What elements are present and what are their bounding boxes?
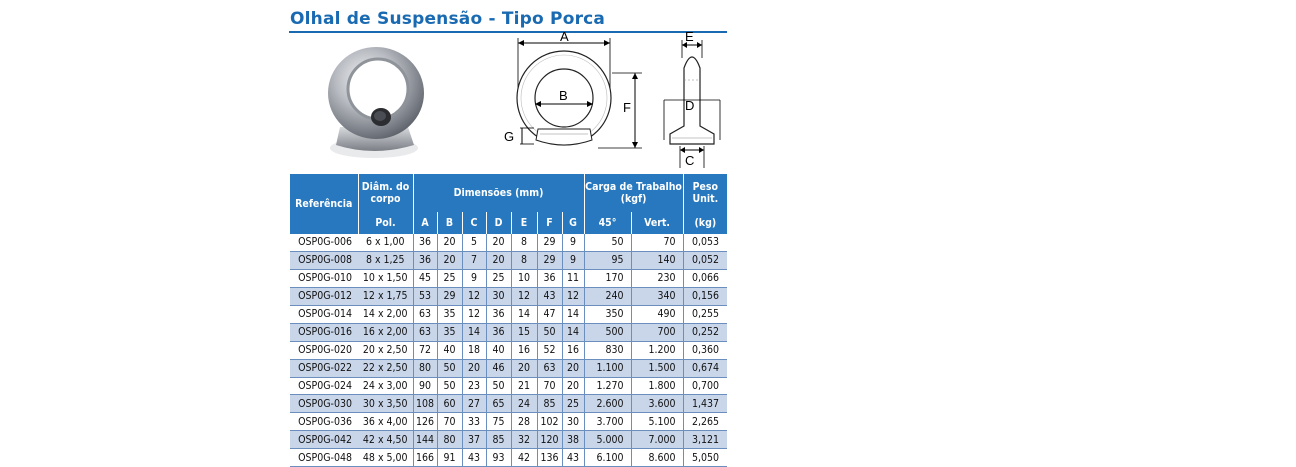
cell-a: 53	[413, 287, 437, 305]
cell-weight: 3,121	[683, 431, 727, 449]
table-row	[290, 305, 727, 323]
cell-load-vert: 7.000	[631, 431, 683, 449]
cell-diameter: 24 x 3,00	[358, 377, 413, 395]
cell-b: 50	[437, 377, 462, 395]
dim-label-f: F	[623, 100, 631, 115]
cell-diameter: 20 x 2,50	[358, 341, 413, 359]
cell-b: 50	[437, 359, 462, 377]
cell-reference: OSP0G-014	[290, 305, 358, 323]
cell-e: 32	[511, 431, 537, 449]
cell-weight: 0,700	[683, 377, 727, 395]
cell-reference: OSP0G-020	[290, 341, 358, 359]
cell-f: 50	[537, 323, 562, 341]
cell-load-vert: 3.600	[631, 395, 683, 413]
cell-e: 42	[511, 449, 537, 467]
cell-a: 80	[413, 359, 437, 377]
cell-c: 12	[462, 305, 486, 323]
cell-g: 25	[562, 395, 584, 413]
col-header-45: 45°	[584, 212, 631, 234]
cell-c: 9	[462, 269, 486, 287]
cell-d: 40	[486, 341, 511, 359]
col-header-f: F	[537, 212, 562, 234]
cell-reference: OSP0G-012	[290, 287, 358, 305]
dim-label-e: E	[685, 29, 694, 44]
cell-load-45: 240	[584, 287, 631, 305]
page-title: Olhal de Suspensão - Tipo Porca	[290, 9, 606, 29]
cell-g: 20	[562, 377, 584, 395]
cell-a: 90	[413, 377, 437, 395]
cell-e: 10	[511, 269, 537, 287]
cell-e: 14	[511, 305, 537, 323]
cell-load-45: 170	[584, 269, 631, 287]
cell-g: 12	[562, 287, 584, 305]
cell-reference: OSP0G-030	[290, 395, 358, 413]
col-header-diameter: Diâm. do corpo	[358, 174, 413, 212]
cell-g: 20	[562, 359, 584, 377]
col-header-load: Carga de Trabalho (kgf)	[584, 174, 683, 212]
cell-diameter: 10 x 1,50	[358, 269, 413, 287]
cell-b: 35	[437, 323, 462, 341]
cell-f: 36	[537, 269, 562, 287]
cell-load-45: 95	[584, 251, 631, 269]
cell-weight: 0,674	[683, 359, 727, 377]
cell-b: 70	[437, 413, 462, 431]
col-header-g: G	[562, 212, 584, 234]
cell-reference: OSP0G-042	[290, 431, 358, 449]
cell-reference: OSP0G-016	[290, 323, 358, 341]
col-header-d: D	[486, 212, 511, 234]
cell-weight: 2,265	[683, 413, 727, 431]
eye-nut-photo	[318, 45, 438, 163]
table-row	[290, 287, 727, 305]
cell-diameter: 12 x 1,75	[358, 287, 413, 305]
dim-label-b: B	[559, 88, 568, 103]
cell-b: 20	[437, 251, 462, 269]
cell-d: 75	[486, 413, 511, 431]
cell-load-45: 50	[584, 234, 631, 251]
cell-reference: OSP0G-036	[290, 413, 358, 431]
cell-c: 27	[462, 395, 486, 413]
col-header-kg: (kg)	[683, 212, 727, 234]
col-header-b: B	[437, 212, 462, 234]
cell-a: 108	[413, 395, 437, 413]
cell-load-45: 350	[584, 305, 631, 323]
cell-a: 72	[413, 341, 437, 359]
table-row	[290, 341, 727, 359]
cell-g: 16	[562, 341, 584, 359]
table-row	[290, 323, 727, 341]
dim-label-c: C	[685, 153, 695, 168]
table-row	[290, 431, 727, 449]
cell-c: 18	[462, 341, 486, 359]
cell-diameter: 16 x 2,00	[358, 323, 413, 341]
cell-load-vert: 230	[631, 269, 683, 287]
cell-e: 15	[511, 323, 537, 341]
cell-weight: 0,156	[683, 287, 727, 305]
cell-reference: OSP0G-024	[290, 377, 358, 395]
cell-diameter: 36 x 4,00	[358, 413, 413, 431]
cell-c: 37	[462, 431, 486, 449]
cell-b: 60	[437, 395, 462, 413]
cell-c: 20	[462, 359, 486, 377]
cell-f: 85	[537, 395, 562, 413]
cell-f: 70	[537, 377, 562, 395]
cell-diameter: 6 x 1,00	[358, 234, 413, 251]
table-row	[290, 413, 727, 431]
cell-c: 12	[462, 287, 486, 305]
cell-c: 5	[462, 234, 486, 251]
col-header-reference: Referência	[290, 174, 358, 234]
cell-g: 30	[562, 413, 584, 431]
cell-c: 33	[462, 413, 486, 431]
cell-g: 14	[562, 305, 584, 323]
cell-g: 9	[562, 234, 584, 251]
cell-a: 36	[413, 251, 437, 269]
cell-b: 25	[437, 269, 462, 287]
cell-f: 120	[537, 431, 562, 449]
table-row	[290, 234, 727, 251]
cell-g: 38	[562, 431, 584, 449]
cell-d: 36	[486, 323, 511, 341]
cell-b: 29	[437, 287, 462, 305]
cell-d: 93	[486, 449, 511, 467]
cell-load-45: 6.100	[584, 449, 631, 467]
cell-e: 28	[511, 413, 537, 431]
cell-d: 50	[486, 377, 511, 395]
cell-diameter: 22 x 2,50	[358, 359, 413, 377]
cell-e: 8	[511, 234, 537, 251]
cell-c: 43	[462, 449, 486, 467]
cell-b: 80	[437, 431, 462, 449]
cell-b: 91	[437, 449, 462, 467]
cell-load-45: 830	[584, 341, 631, 359]
cell-a: 144	[413, 431, 437, 449]
cell-c: 23	[462, 377, 486, 395]
cell-e: 20	[511, 359, 537, 377]
cell-load-vert: 1.500	[631, 359, 683, 377]
cell-weight: 0,053	[683, 234, 727, 251]
col-header-pol: Pol.	[358, 212, 413, 234]
cell-f: 47	[537, 305, 562, 323]
cell-weight: 0,255	[683, 305, 727, 323]
cell-a: 126	[413, 413, 437, 431]
cell-e: 16	[511, 341, 537, 359]
cell-g: 11	[562, 269, 584, 287]
cell-b: 40	[437, 341, 462, 359]
dim-label-a: A	[560, 29, 569, 44]
cell-load-vert: 70	[631, 234, 683, 251]
cell-c: 14	[462, 323, 486, 341]
cell-load-vert: 700	[631, 323, 683, 341]
cell-load-vert: 490	[631, 305, 683, 323]
col-header-vert: Vert.	[631, 212, 683, 234]
cell-f: 52	[537, 341, 562, 359]
cell-load-vert: 340	[631, 287, 683, 305]
cell-f: 43	[537, 287, 562, 305]
cell-f: 102	[537, 413, 562, 431]
cell-weight: 0,052	[683, 251, 727, 269]
table-row	[290, 395, 727, 413]
cell-load-vert: 5.100	[631, 413, 683, 431]
cell-a: 63	[413, 323, 437, 341]
cell-f: 136	[537, 449, 562, 467]
cell-diameter: 48 x 5,00	[358, 449, 413, 467]
cell-reference: OSP0G-008	[290, 251, 358, 269]
cell-d: 20	[486, 251, 511, 269]
cell-g: 14	[562, 323, 584, 341]
cell-load-45: 500	[584, 323, 631, 341]
col-header-a: A	[413, 212, 437, 234]
cell-load-45: 1.270	[584, 377, 631, 395]
spec-table	[290, 174, 727, 467]
cell-c: 7	[462, 251, 486, 269]
cell-d: 65	[486, 395, 511, 413]
cell-diameter: 30 x 3,50	[358, 395, 413, 413]
cell-diameter: 42 x 4,50	[358, 431, 413, 449]
cell-e: 21	[511, 377, 537, 395]
side-view-drawing	[656, 28, 726, 168]
col-header-c: C	[462, 212, 486, 234]
cell-d: 85	[486, 431, 511, 449]
cell-load-vert: 140	[631, 251, 683, 269]
col-header-e: E	[511, 212, 537, 234]
col-header-dimensions: Dimensões (mm)	[413, 174, 584, 212]
cell-d: 25	[486, 269, 511, 287]
cell-load-vert: 1.800	[631, 377, 683, 395]
table-row	[290, 359, 727, 377]
cell-f: 29	[537, 234, 562, 251]
table-row	[290, 377, 727, 395]
cell-g: 9	[562, 251, 584, 269]
front-view-drawing	[498, 28, 648, 156]
cell-reference: OSP0G-010	[290, 269, 358, 287]
cell-reference: OSP0G-006	[290, 234, 358, 251]
spec-table-body	[290, 234, 727, 467]
cell-load-45: 5.000	[584, 431, 631, 449]
cell-a: 36	[413, 234, 437, 251]
cell-weight: 5,050	[683, 449, 727, 467]
cell-a: 166	[413, 449, 437, 467]
cell-g: 43	[562, 449, 584, 467]
cell-a: 63	[413, 305, 437, 323]
table-row	[290, 449, 727, 467]
cell-e: 8	[511, 251, 537, 269]
cell-b: 20	[437, 234, 462, 251]
cell-weight: 0,252	[683, 323, 727, 341]
col-header-weight: Peso Unit.	[683, 174, 727, 212]
cell-load-vert: 8.600	[631, 449, 683, 467]
cell-weight: 0,360	[683, 341, 727, 359]
cell-diameter: 14 x 2,00	[358, 305, 413, 323]
cell-reference: OSP0G-048	[290, 449, 358, 467]
cell-a: 45	[413, 269, 437, 287]
cell-f: 29	[537, 251, 562, 269]
cell-d: 46	[486, 359, 511, 377]
dim-label-g: G	[504, 129, 515, 144]
cell-diameter: 8 x 1,25	[358, 251, 413, 269]
cell-weight: 1,437	[683, 395, 727, 413]
cell-d: 30	[486, 287, 511, 305]
cell-load-45: 1.100	[584, 359, 631, 377]
dim-label-d: D	[685, 98, 695, 113]
cell-weight: 0,066	[683, 269, 727, 287]
cell-load-45: 3.700	[584, 413, 631, 431]
table-row	[290, 251, 727, 269]
cell-d: 20	[486, 234, 511, 251]
cell-e: 12	[511, 287, 537, 305]
table-row	[290, 269, 727, 287]
cell-b: 35	[437, 305, 462, 323]
cell-load-vert: 1.200	[631, 341, 683, 359]
cell-e: 24	[511, 395, 537, 413]
cell-load-45: 2.600	[584, 395, 631, 413]
cell-f: 63	[537, 359, 562, 377]
cell-d: 36	[486, 305, 511, 323]
cell-reference: OSP0G-022	[290, 359, 358, 377]
